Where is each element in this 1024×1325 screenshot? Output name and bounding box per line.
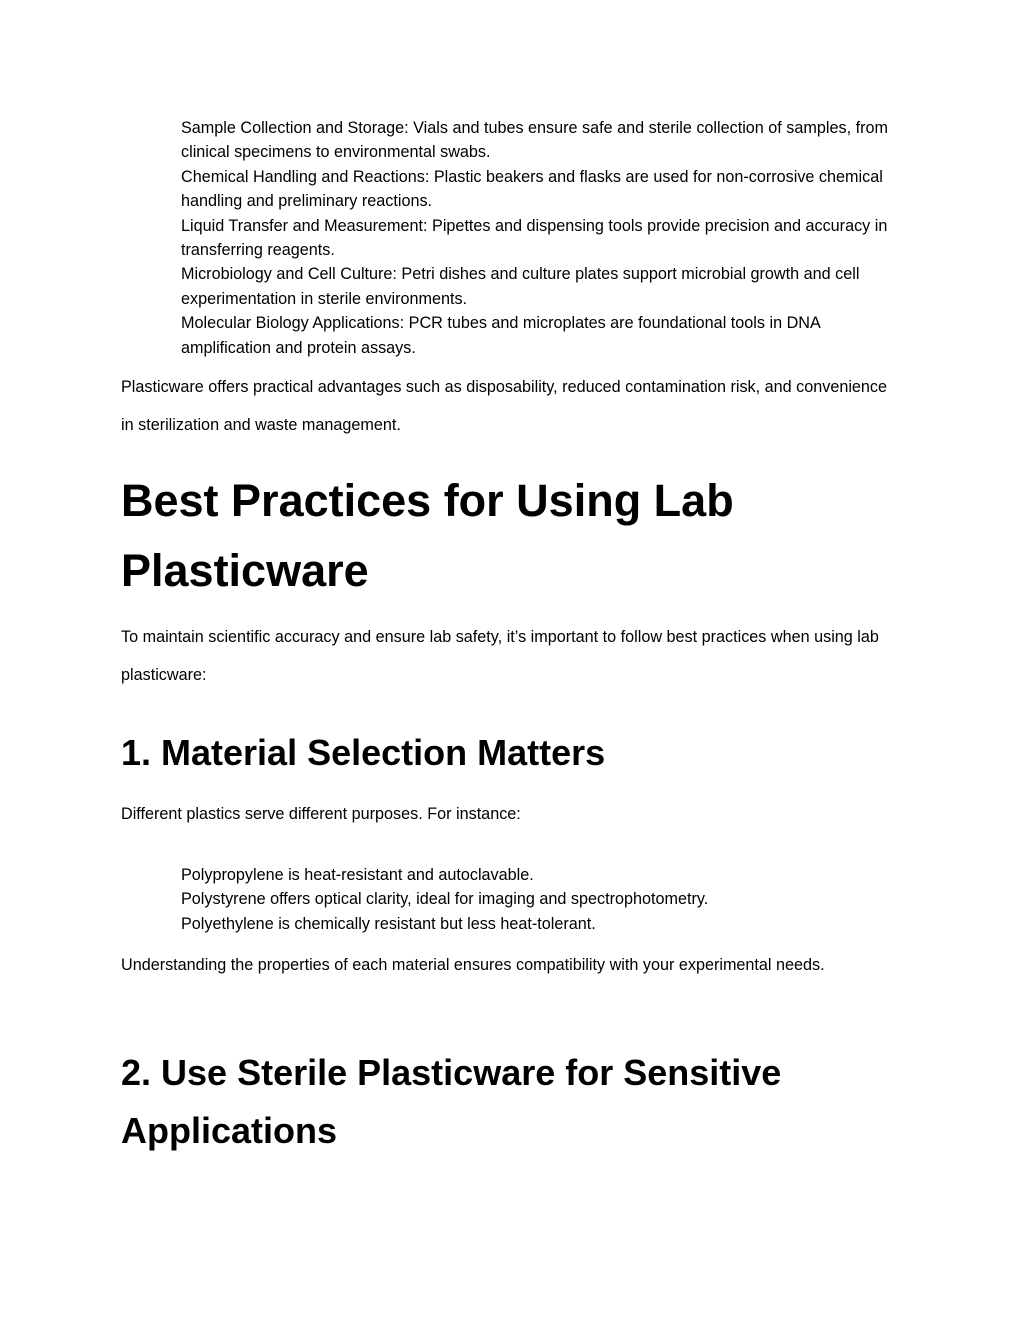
list-item: Chemical Handling and Reactions: Plastic beakers and flasks are used for non-corrosive chemical handling and preliminary reactions. — [181, 167, 883, 211]
list-item: Polyethylene is chemically resistant but less heat-tolerant. — [181, 914, 596, 933]
best-practices-intro: To maintain scientific accuracy and ensure lab safety, it’s important to follow best practices when using lab plasticware: — [121, 628, 879, 684]
list-item: Microbiology and Cell Culture: Petri dishes and culture plates support microbial growth and cell experimentation in sterile environments. — [181, 265, 860, 308]
list-item: Polystyrene offers optical clarity, ideal for imaging and spectrophotometry. — [181, 890, 709, 909]
material-selection-intro: Different plastics serve different purposes. For instance: — [121, 805, 521, 823]
best-practices-heading: Best Practices for Using Lab Plasticware — [121, 475, 734, 596]
sterile-plasticware-heading: 2. Use Sterile Plasticware for Sensitive Applications — [121, 1052, 782, 1151]
material-selection-heading: 1. Material Selection Matters — [121, 732, 606, 773]
list-item: Liquid Transfer and Measurement: Pipettes and dispensing tools provide precision and accuracy in transferring reagents. — [181, 216, 888, 260]
lab-uses-list — [181, 116, 901, 360]
material-selection-conclusion: Understanding the properties of each material ensures compatibility with your experimental needs. — [121, 956, 825, 974]
list-item: Sample Collection and Storage: Vials and tubes ensure safe and sterile collection of samples, from clinical specimens to environmental swabs. — [181, 119, 888, 162]
list-item: Polypropylene is heat-resistant and autoclavable. — [181, 866, 534, 884]
advantages-paragraph: Plasticware offers practical advantages such as disposability, reduced contamination risk, and convenience in sterilization and waste management. — [121, 378, 888, 434]
list-item: Molecular Biology Applications: PCR tubes and microplates are foundational tools in DNA amplification and protein assays. — [181, 314, 820, 357]
materials-list — [181, 863, 901, 936]
